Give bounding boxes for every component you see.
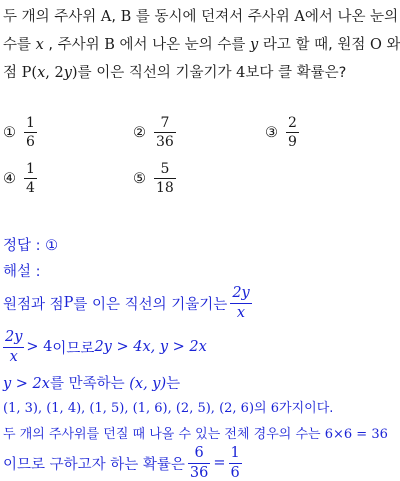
equals-sign: = bbox=[213, 455, 226, 471]
question-text: 두 개의 주사위 bbox=[3, 9, 101, 25]
question-text: 에서 나온 눈의 수를 bbox=[114, 37, 251, 53]
math-symbol: x bbox=[35, 37, 44, 53]
solution-line-2 bbox=[3, 330, 207, 364]
denominator: 6 bbox=[230, 464, 240, 481]
solution-text: 를 만족하는 bbox=[49, 376, 130, 392]
choice-number: ② bbox=[133, 124, 146, 141]
question-text: 라고 할 때, 원점 bbox=[258, 37, 370, 53]
question-text: 보다 클 확률은? bbox=[245, 65, 347, 81]
denominator: 9 bbox=[288, 134, 297, 150]
question-text: 와 bbox=[381, 37, 400, 53]
numerator: 2y bbox=[232, 285, 250, 301]
math-expression: 2y > 4x, y > 2x bbox=[94, 339, 207, 355]
choice-fraction bbox=[286, 116, 299, 149]
choice-5[interactable] bbox=[133, 162, 176, 195]
result-fraction bbox=[229, 446, 242, 480]
math-symbol: , 2 bbox=[45, 65, 64, 81]
slope-fraction bbox=[230, 286, 251, 320]
math-symbol: x bbox=[37, 65, 46, 81]
question-line-3 bbox=[3, 61, 346, 82]
denominator: 36 bbox=[189, 464, 209, 481]
choice-number: ⑤ bbox=[133, 170, 146, 187]
math-symbol: P bbox=[63, 295, 74, 311]
math-expression: 6×6 = 36 bbox=[324, 427, 388, 442]
answer-line bbox=[3, 234, 58, 255]
math-expression: (x, y) bbox=[129, 376, 167, 392]
question-line-1 bbox=[3, 5, 398, 26]
math-symbol: B bbox=[120, 9, 132, 25]
answer-text: 정답 : ① bbox=[3, 238, 59, 254]
question-text: 를 동시에 던져서 주사위 bbox=[131, 9, 295, 25]
math-symbol: O bbox=[369, 37, 382, 53]
solution-line-3 bbox=[3, 372, 180, 393]
solution-text: 가지이다. bbox=[279, 401, 334, 416]
solution-text: 두 개의 주사위를 던질 때 나올 수 있는 전체 경우의 수는 bbox=[3, 427, 325, 442]
solution-line-4 bbox=[3, 397, 333, 416]
choice-2[interactable] bbox=[133, 116, 176, 149]
math-symbol: P bbox=[21, 65, 32, 81]
solution-text: 를 이은 직선의 기울기는 bbox=[73, 296, 228, 313]
denominator: 18 bbox=[156, 180, 174, 196]
solution-text: 이므로 구하고자 하는 확률은 bbox=[3, 456, 185, 473]
numerator: 1 bbox=[26, 161, 35, 177]
denominator: 4 bbox=[26, 180, 35, 196]
math-symbol: y bbox=[250, 37, 259, 53]
math-symbol: ( bbox=[31, 65, 38, 81]
math-symbol: A bbox=[294, 9, 305, 25]
math-expression: y > 2x bbox=[3, 376, 50, 392]
numerator: 6 bbox=[194, 445, 204, 461]
solution-line-1 bbox=[3, 286, 252, 320]
choice-1[interactable] bbox=[3, 116, 37, 149]
solution-text: 는 bbox=[166, 376, 181, 392]
numerator: 7 bbox=[160, 115, 170, 131]
solution-text: 원점과 점 bbox=[3, 296, 64, 313]
math-symbol: 6 bbox=[270, 401, 280, 416]
math-symbol: B bbox=[104, 37, 115, 53]
question-text: , bbox=[111, 9, 121, 25]
question-text: 점 bbox=[3, 65, 22, 81]
choice-number: ④ bbox=[3, 170, 16, 187]
choice-number: ① bbox=[3, 124, 16, 141]
denominator: 36 bbox=[156, 134, 174, 150]
numerator: 1 bbox=[26, 115, 35, 131]
solution-line-6 bbox=[3, 446, 242, 480]
choice-number: ③ bbox=[265, 124, 278, 141]
numerator: 5 bbox=[160, 161, 170, 177]
solution-text: 의 bbox=[254, 401, 271, 416]
choice-fraction bbox=[24, 116, 37, 149]
probability-fraction bbox=[188, 446, 210, 480]
numerator: 2y bbox=[5, 329, 23, 345]
math-symbol: ) bbox=[71, 65, 78, 81]
denominator: x bbox=[230, 303, 251, 321]
math-symbol: A bbox=[100, 9, 112, 25]
solution-text: 이므로 bbox=[52, 340, 95, 357]
question-text: 를 이은 직선의 기울기가 bbox=[77, 65, 237, 81]
explanation-label bbox=[3, 260, 41, 281]
numerator: 2 bbox=[288, 115, 297, 131]
choice-fraction bbox=[154, 162, 176, 195]
denominator: x bbox=[3, 347, 24, 365]
question-line-2 bbox=[3, 33, 400, 54]
explanation-text: 해설 : bbox=[3, 264, 41, 280]
denominator: 6 bbox=[26, 134, 35, 150]
numerator: 1 bbox=[230, 445, 240, 461]
solution-line-5 bbox=[3, 423, 388, 442]
math-expression: > 4 bbox=[26, 339, 53, 355]
choice-3[interactable] bbox=[265, 116, 299, 149]
math-symbol: 4 bbox=[236, 65, 246, 81]
inequality-fraction bbox=[3, 330, 24, 364]
choice-4[interactable] bbox=[3, 162, 37, 195]
question-text: , 주사위 bbox=[43, 37, 105, 53]
choice-fraction bbox=[24, 162, 37, 195]
math-symbol: y bbox=[63, 65, 72, 81]
choice-fraction bbox=[154, 116, 176, 149]
question-text: 수를 bbox=[3, 37, 36, 53]
math-expression: (1, 3), (1, 4), (1, 5), (1, 6), (2, 5), (2, 6) bbox=[3, 401, 255, 416]
question-text: 에서 나온 눈의 bbox=[304, 9, 399, 25]
